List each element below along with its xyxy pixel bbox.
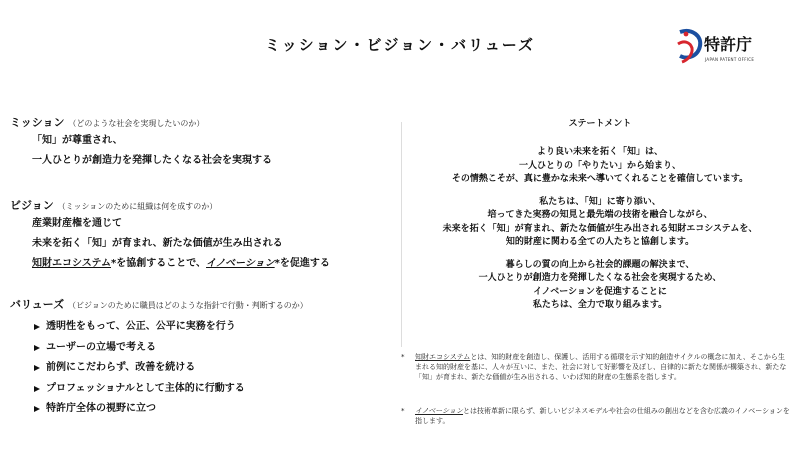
triangle-bullet-icon [34, 324, 40, 330]
statement-line: 未来を拓く「知」が育まれ、新たな価値が生み出される知財エコシステムを、 [442, 223, 758, 234]
statement-line: その情熱こそが、真に豊かな未来へ導いてくれることを確信しています。 [451, 174, 749, 184]
jpo-logo-icon [676, 26, 704, 66]
values-section [10, 298, 390, 420]
vision-line: 産業財産権を通じて [32, 218, 122, 229]
triangle-bullet-icon [34, 345, 40, 351]
vision-line: 未来を拓く「知」が育まれ、新たな価値が生み出される [32, 238, 283, 249]
statement-line: より良い未来を拓く「知」は、 [536, 147, 663, 157]
list-item: 透明性をもって、公正、公平に実務を行う [10, 317, 390, 338]
list-item: 特許庁全体の視野に立つ [10, 399, 390, 420]
values-note: （ビジョンのために職員はどのような指針で行動・判断するのか） [67, 301, 308, 310]
footnote-innovation [401, 406, 791, 426]
list-item: プロフェッショナルとして主体的に行動する [10, 379, 390, 400]
footnote-marker: * [401, 353, 405, 361]
left-column [10, 116, 390, 420]
page-title: ミッション・ビジョン・バリューズ [265, 36, 535, 54]
vision-heading: ビジョン [10, 199, 54, 212]
footnote-marker: * [401, 407, 405, 415]
vision-line-mid: *を協創することで、 [111, 258, 207, 269]
triangle-bullet-icon [34, 386, 40, 392]
mission-line: 一人ひとりが創造力を発揮したくなる社会を実現する [32, 155, 272, 166]
statement-line: 私たちは、全力で取り組みます。 [532, 300, 668, 310]
statement-column [405, 118, 795, 322]
statement-paragraph [405, 146, 795, 187]
vision-line-end: *を促進する [274, 258, 330, 269]
statement-line: 一人ひとりが創造力を発揮したくなる社会を実現するため、 [478, 273, 722, 283]
statement-line: 暮らしの質の向上から社会的課題の解決まで、 [505, 259, 695, 270]
vision-section [10, 199, 390, 274]
logo-subtitle: JAPAN PATENT OFFICE [705, 57, 755, 62]
statement-line: 知的財産に関わる全ての人たちと協創します。 [505, 237, 695, 247]
values-heading: バリューズ [10, 298, 65, 311]
mission-line: 「知」が尊重され、 [32, 135, 123, 146]
innovation-term: イノベーション [206, 258, 275, 269]
mission-heading: ミッション [10, 116, 65, 129]
statement-line: 培ってきた実務の知見と最先端の技術を融合しながら、 [487, 210, 713, 220]
list-item: ユーザーの立場で考える [10, 338, 390, 359]
footnote-term: イノベーション [415, 407, 464, 415]
logo-name: 特許庁 [704, 35, 753, 54]
statement-line: 一人ひとりの「やりたい」から始まり、 [518, 160, 681, 171]
triangle-bullet-icon [34, 365, 40, 371]
vision-note: （ミッションのために組織は何を成すのか） [57, 202, 218, 211]
vision-line [10, 254, 390, 274]
jpo-logo [676, 26, 786, 70]
column-divider [401, 122, 402, 347]
values-list [10, 317, 390, 420]
statement-heading: ステートメント [568, 119, 632, 129]
statement-paragraph [405, 259, 795, 313]
footnote-text: とは、知的財産を創造し、保護し、活用する循環を示す知的創造サイクルの概念に加え、そこから生まれる知的財産を基に、人々が互いに、また、社会に対して好影響を及ぼし、自律的に新たな関係が構築され、新たな「知」が育まれ、新たな価値が生み出される、いわば知的財産の生態系を指します。 [415, 353, 787, 381]
statement-paragraph [405, 196, 795, 250]
footnote-ecosystem [401, 352, 791, 382]
mission-note: （どのような社会を実現したいのか） [68, 119, 205, 128]
footnote-term: 知財エコシステム [415, 353, 471, 361]
statement-line: 私たちは、「知」に寄り添い、 [539, 196, 661, 207]
list-item: 前例にこだわらず、改善を続ける [10, 358, 390, 379]
statement-line: イノベーションを促進することに [533, 286, 667, 297]
footnote-text: とは技術革新に限らず、新しいビジネスモデルや社会の仕組みの創出などを含む広義のイノベーションを指します。 [415, 407, 790, 425]
mission-section [10, 116, 390, 171]
triangle-bullet-icon [34, 406, 40, 412]
ecosystem-term: 知財エコシステム [32, 258, 111, 269]
